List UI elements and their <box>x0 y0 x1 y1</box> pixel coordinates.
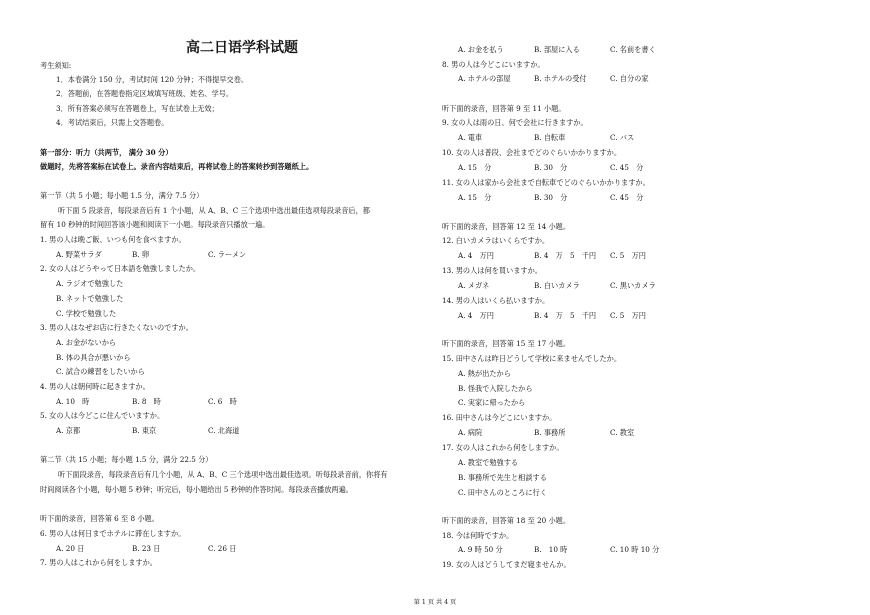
option-a: A. お金を払う <box>458 45 504 54</box>
option-b: B. 23 日 <box>132 544 161 553</box>
option-c: C. ラーメン <box>208 250 247 259</box>
option-c: C. 5 万円 <box>610 311 646 320</box>
option-b: B. 事務所で先生と相談する <box>458 473 547 482</box>
option-b: B. 体の具合が悪いから <box>56 353 131 362</box>
option-b: B. 事務所 <box>534 428 566 437</box>
option-c: C. 26 日 <box>208 544 237 553</box>
option-b: B. 10 時 <box>534 545 568 554</box>
question-stem: 18. 今は何時ですか。 <box>442 531 514 540</box>
option-a: A. 熱が出たから <box>458 369 511 378</box>
option-a: A. 京都 <box>56 426 81 435</box>
option-a: A. 9 時 50 分 <box>458 545 503 554</box>
group-instruction: 听下面的录音，回答第 18 至 20 小题。 <box>442 516 571 525</box>
question-stem: 12. 白いカメラはいくらですか。 <box>442 236 550 245</box>
option-b: B. ネットで勉強した <box>56 294 124 303</box>
option-b: B. 東京 <box>132 426 157 435</box>
option-a: A. 15 分 <box>458 193 492 202</box>
section1-intro: 听下面 5 段录音，每段录音后有 1 个小题，从 A、B、C 三个选项中选出最佳选项每段录音后，都 <box>58 206 370 215</box>
group-instruction: 听下面的录音，回答第 12 至 14 小题。 <box>442 222 571 231</box>
notice-item: 3．所有答案必须写在答题卷上，写在试卷上无效； <box>56 104 219 113</box>
option-c: C. 教室 <box>610 428 635 437</box>
section1-heading: 第一节（共 5 小题；每小题 1.5 分，满分 7.5 分） <box>40 191 204 200</box>
section2-intro: 听下面段录音，每段录音后有几个小题，从 A、B、C 三个选项中选出最佳选项。听每段录音前，你将有 <box>58 470 388 479</box>
question-stem: 17. 女の人はこれから何をしますか。 <box>442 443 564 452</box>
part1-heading: 第一部分：听力（共两节， 满分 30 分） <box>40 148 173 157</box>
question-stem: 13. 男の人は何を買いますか。 <box>442 266 542 275</box>
page-footer: 第 1 页 共 4 页 <box>413 599 457 606</box>
option-b: B. 4 万 5 千円 <box>534 311 597 320</box>
part1-instruction: 做题时，先将答案标在试卷上。录音内容结束后，再将试卷上的答案转抄到答题纸上。 <box>40 162 314 171</box>
option-b: B. 白いカメラ <box>534 281 580 290</box>
option-b: B. 30 分 <box>534 193 568 202</box>
option-b: B. 30 分 <box>534 163 568 172</box>
option-b: B. ホテルの受付 <box>534 74 587 83</box>
option-c: C. 45 分 <box>610 163 644 172</box>
option-c: C. 黒いカメラ <box>610 281 656 290</box>
option-b: B. 自転車 <box>534 133 566 142</box>
section2-heading: 第二节（共 15 小题；每小题 1.5 分，满分 22.5 分） <box>40 455 213 464</box>
option-c: C. 5 万円 <box>610 251 646 260</box>
option-a: A. 4 万円 <box>458 311 494 320</box>
option-c: C. 田中さんのところに行く <box>458 488 547 497</box>
notice-item: 2．答题前，在答题卷指定区域填写班级、姓名、学号。 <box>56 89 234 98</box>
option-a: A. ラジオで勉強した <box>56 279 124 288</box>
question-stem: 11. 女の人は家から会社まで自転車でどのぐらいかかりますか。 <box>442 178 650 187</box>
question-stem: 6. 男の人は何日までホテルに滞在しますか。 <box>40 529 186 538</box>
option-c: C. バス <box>610 133 635 142</box>
option-b: B. 怪我で入院したから <box>458 384 533 393</box>
question-stem: 4. 男の人は朝何時に起きますか。 <box>40 382 150 391</box>
question-stem: 15. 田中さんは昨日どうして学校に来ませんでしたか。 <box>442 354 622 363</box>
question-stem: 9. 女の人は雨の日、何で会社に行きますか。 <box>442 118 588 127</box>
notice-heading: 考生须知: <box>40 61 72 70</box>
option-a: A. お金がないから <box>56 338 117 347</box>
section2-intro: 时间阅读各个小题，每小题 5 秒钟；听完后，每小题给出 5 秒钟的作答时间。每段录音播放两遍。 <box>40 485 353 494</box>
option-c: C. 試合の練習をしたいから <box>56 367 145 376</box>
option-a: A. 10 時 <box>56 397 90 406</box>
option-a: A. 4 万円 <box>458 251 494 260</box>
page-title: 高二日语学科试题 <box>186 40 298 56</box>
question-stem: 2. 女の人はどうやって日本語を勉強しましたか。 <box>40 264 201 273</box>
question-stem: 1. 男の人は晩ご飯、いつも何を食べますか。 <box>40 235 186 244</box>
option-c: C. 名前を書く <box>610 45 656 54</box>
option-a: A. メガネ <box>458 281 490 290</box>
option-c: C. 10 時 10 分 <box>610 545 660 554</box>
group-instruction: 听下面的录音，回答第 9 至 11 小题。 <box>442 104 566 113</box>
question-stem: 19. 女の人はどうしてまだ寝ませんか。 <box>442 560 571 569</box>
section1-intro: 留有 10 秒钟的时间回答该小题和阅读下一小题。每段录音只播放一遍。 <box>40 220 270 229</box>
question-stem: 7. 男の人はこれから何をしますか。 <box>40 558 157 567</box>
option-a: A. 病院 <box>458 428 483 437</box>
option-b: B. 8 時 <box>132 397 161 406</box>
option-c: C. 6 時 <box>208 397 237 406</box>
question-stem: 5. 女の人は今どこに住んでいますか。 <box>40 411 165 420</box>
option-b: B. 卵 <box>132 250 150 259</box>
option-c: C. 北海道 <box>208 426 240 435</box>
option-a: A. 野菜サラダ <box>56 250 102 259</box>
option-a: A. 20 日 <box>56 544 85 553</box>
group-instruction: 听下面的录音，回答第 15 至 17 小题。 <box>442 339 571 348</box>
question-stem: 3. 男の人はなぜお店に行きたくないのですか。 <box>40 323 193 332</box>
option-a: A. 電車 <box>458 133 483 142</box>
group-instruction: 听下面的录音，回答第 6 至 8 小题。 <box>40 514 159 523</box>
question-stem: 16. 田中さんは今どこにいますか。 <box>442 413 557 422</box>
option-a: A. ホテルの部屋 <box>458 74 511 83</box>
option-c: C. 実家に帰ったから <box>458 398 526 407</box>
option-b: B. 4 万 5 千円 <box>534 251 597 260</box>
option-c: C. 45 分 <box>610 193 644 202</box>
notice-item: 4．考试结束后，只需上交答题卷。 <box>56 118 169 127</box>
question-stem: 10. 女の人は普段、会社までどのぐらいかかりますか。 <box>442 148 622 157</box>
notice-item: 1．本卷满分 150 分，考试时间 120 分钟；不得提早交卷。 <box>56 75 249 84</box>
option-c: C. 自分の家 <box>610 74 649 83</box>
question-stem: 14. 男の人はいくら払いますか。 <box>442 296 550 305</box>
option-a: A. 15 分 <box>458 163 492 172</box>
option-b: B. 部屋に入る <box>534 45 580 54</box>
question-stem: 8. 男の人は今どこにいますか。 <box>442 60 545 69</box>
option-c: C. 学校で勉強した <box>56 309 117 318</box>
option-a: A. 教室で勉強する <box>458 458 519 467</box>
